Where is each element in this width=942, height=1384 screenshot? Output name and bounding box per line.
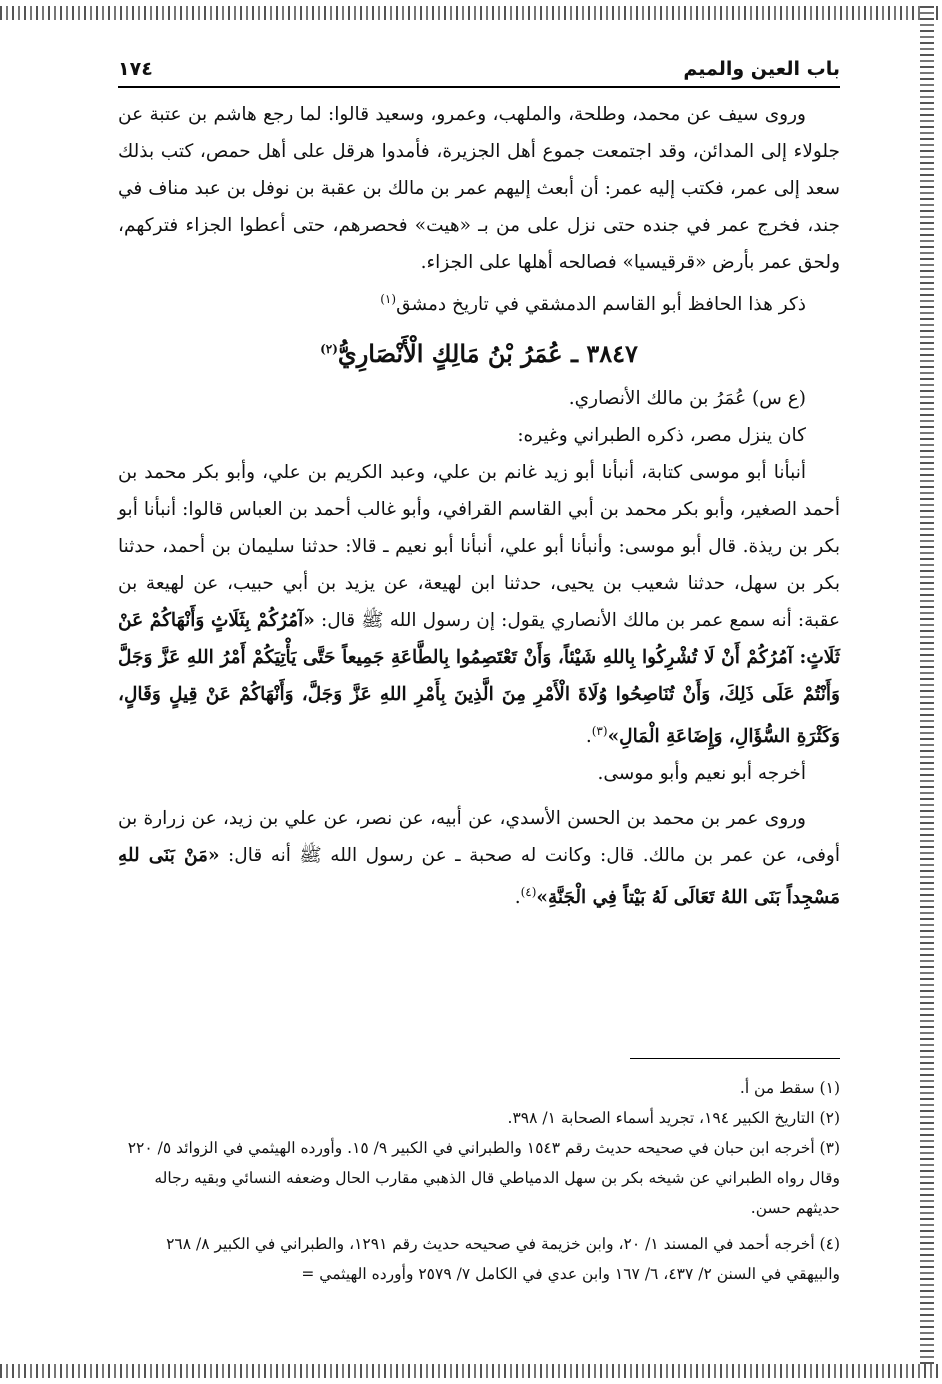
decorative-border-bottom <box>0 1364 942 1378</box>
footnote: (٣) أخرجه ابن حبان في صحيحه حديث رقم ١٥٤٣ والطبراني في الكبير ٩/ ١٥. وأورده الهيثمي في الزوائد ٥/ ٢٢٠ وقال رواه الطبراني عن شيخه بكر بن سهل الدمياطي قال الذهبي مقارب الحال وضعفه النسائي وبقيه رجاله حديثهم حسن. <box>127 1139 840 1217</box>
main-text <box>118 96 840 916</box>
footnote-ref: (١) <box>380 292 397 306</box>
paragraph: أخرجه أبو نعيم وأبو موسى. <box>597 763 806 785</box>
footnote-ref: (٢) <box>320 342 338 357</box>
footnote: (١) سقط من أ. <box>739 1079 840 1097</box>
decorative-border-top <box>0 6 942 20</box>
footnote: (٢) التاريخ الكبير ١٩٤، تجريد أسماء الصحابة ١/ ٣٩٨. <box>507 1109 840 1127</box>
page-header <box>118 58 840 88</box>
footnote-ref: (٣) <box>591 724 608 739</box>
paragraph: (ع س) عُمَرُ بن مالك الأنصاري. <box>568 388 806 410</box>
chapter-title: باب العين والميم <box>683 58 840 80</box>
paragraph-citation: ذكر هذا الحافظ أبو القاسم الدمشقي في تاريخ دمشق$^{(١)}$ <box>380 292 806 316</box>
footnotes <box>118 1058 840 1289</box>
paragraph-isnad: أنبأنا أبو موسى كتابة، أنبأنا أبو زيد غانم بن علي، وعبد الكريم بن علي، وأبو بكر محمد بن أحمد الصغير، وأبو بكر محمد بن أبي القاسم القرافي، وأبو غالب أحمد بن العباس قالوا: أنبأنا أبو بكر بن ريذة. قال أبو موسى: وأنبأنا أبو علي، أنبأنا أبو نعيم ـ قالا: حدثنا سليمان بن أحمد، حدثنا بكر بن سهل، حدثنا شعيب بن يحيى، حدثنا ابن لهيعة، عن يزيد بن أبي حبيب، عن لهيعة بن عقبة: أنه سمع عمر بن مالك الأنصاري يقول: إن رسول الله ﷺ قال: «آمُرُكُمْ بِثَلَاثٍ وَأَنْهَاكُمْ عَنْ ثَلَاثٍ: آمُرُكُمْ أَنْ لَا تُشْرِكُوا بِاللهِ شَيْئاً، وَأَنْ تَعْتَصِمُوا بِالطَّاعَةِ جَمِيعاً حَتَّى يَأْتِيَكُمْ أَمْرُ اللهِ عَزَّ وَجَلَّ وَأَنْتُمْ عَلَى ذَلِكَ، وَأَنْ تُنَاصِحُوا وُلَاةَ الْأَمْرِ مِنَ الَّذِينَ بِأَمْرِ اللهِ عَزَّ وَجَلَّ، وَأَنْهَاكُمْ عَنْ قِيلٍ وَقَالٍ، وَكَثْرَةِ السُّؤَالِ، وَإِضَاعَةِ الْمَالِ»$^{(٣)}$. <box>118 462 840 748</box>
hadith-text: «آمُرُكُمْ بِثَلَاثٍ وَأَنْهَاكُمْ عَنْ ثَلَاثٍ: آمُرُكُمْ أَنْ لَا تُشْرِكُوا بِاللهِ شَيْئاً، وَأَنْ تَعْتَصِمُوا بِالطَّاعَةِ جَمِيعاً حَتَّى يَأْتِيَكُمْ أَمْرُ اللهِ عَزَّ وَجَلَّ وَأَنْتُمْ عَلَى ذَلِكَ، وَأَنْ تُنَاصِحُوا وُلَاةَ الْأَمْرِ مِنَ الَّذِينَ بِأَمْرِ اللهِ عَزَّ وَجَلَّ، وَأَنْهَاكُمْ عَنْ قِيلٍ وَقَالٍ، وَكَثْرَةِ السُّؤَالِ، وَإِضَاعَةِ الْمَالِ» <box>118 610 840 748</box>
footnote-ref: (٤) <box>520 885 537 900</box>
footnote-divider <box>630 1058 840 1059</box>
entry-title: ٣٨٤٧ ـ عُمَرُ بْنُ مَالِكٍ الْأَنْصَارِيُّ$^{(٢)}$ <box>320 339 638 369</box>
hadith-text: «مَنْ بَنَى للهِ مَسْجِداً بَنَى اللهُ تَعَالَى لَهُ بَيْتاً فِي الْجَنَّةِ» <box>118 845 840 909</box>
page-number: ١٧٤ <box>118 58 153 80</box>
paragraph: وروى سيف عن محمد، وطلحة، والملهب، وعمرو، وسعيد قالوا: لما رجع هاشم بن عتبة عن جلولاء إلى المدائن، وقد اجتمعت جموع أهل الجزيرة، فأمدوا هرقل على أهل حمص، كتب بذلك سعد إلى عمر، فكتب إليه عمر: أن أبعث إليهم عمر بن مالك بن عقبة بن نوفل بن عبد مناف في جند، فخرج عمر في جنده حتى نزل على من بـ «هيت» فحصرهم، حتى أعطوا الجزاء فتركهم، ولحق عمر بأرض «قرقيسيا» فصالحه أهلها على الجزاء. <box>118 104 840 273</box>
decorative-border-right <box>920 6 934 1378</box>
paragraph-isnad: وروى عمر بن محمد بن الحسن الأسدي، عن أبيه، عن نصر، عن علي بن زيد، عن زرارة بن أوفى، عن عمر بن مالك. قال: وكانت له صحبة ـ عن رسول الله ﷺ أنه قال: «مَنْ بَنَى للهِ مَسْجِداً بَنَى اللهُ تَعَالَى لَهُ بَيْتاً فِي الْجَنَّةِ»$^{(٤)}$. <box>118 808 840 909</box>
footnote: (٤) أخرجه أحمد في المسند ١/ ٢٠، وابن خزيمة في صحيحه حديث رقم ١٢٩١، والطبراني في الكبير ٨/ ٢٦٨ والبيهقي في السنن ٢/ ٤٣٧، ٦/ ١٦٧ وابن عدي في الكامل ٧/ ٢٥٧٩ وأورده الهيثمي = <box>166 1235 840 1283</box>
page-content <box>118 58 840 916</box>
paragraph: كان ينزل مصر، ذكره الطبراني وغيره: <box>517 425 806 447</box>
